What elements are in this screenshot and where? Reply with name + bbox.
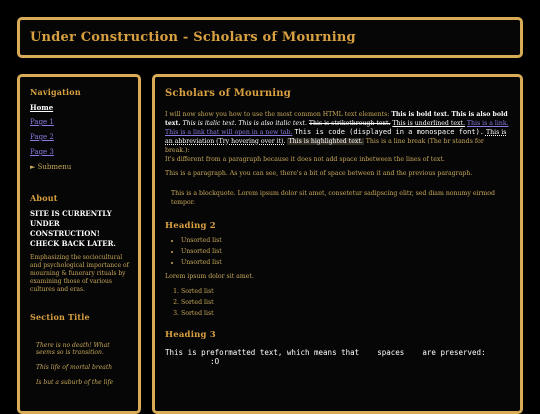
- triangle-right-icon: ►: [30, 163, 36, 171]
- lorem-text: Lorem ipsum dolor sit amet.: [165, 273, 254, 280]
- sorted-list: [165, 286, 510, 319]
- intro-paragraph: [165, 110, 510, 164]
- nav-page-1[interactable]: Page 1: [30, 118, 54, 126]
- list-item: 2. Sorted list: [181, 297, 510, 308]
- highlighted-text: This is highlighted text.: [288, 138, 363, 145]
- after-break-text: It's different from a paragraph because it does not add space inbetween the lines of text.: [165, 156, 445, 163]
- nav-heading: Navigation: [30, 87, 81, 97]
- main-content: [152, 74, 523, 414]
- underline-text: This is underlined text.: [392, 120, 465, 127]
- list-item: 3. Sorted list: [181, 308, 510, 319]
- submenu-toggle[interactable]: [30, 163, 130, 171]
- bold-text: This is bold text. This is also bold text.: [165, 111, 508, 127]
- nav-page-3[interactable]: Page 3: [30, 148, 54, 156]
- list-item: 1. Sorted list: [181, 286, 510, 297]
- italic-text: This is italic text. This is also italic text.: [182, 120, 307, 127]
- section-block: [30, 312, 130, 386]
- paragraph: This is a paragraph. As you can see, there's a bit of space between it and the previous paragraph.: [165, 170, 473, 177]
- list-item: • Unsorted list: [181, 246, 510, 257]
- site-title: Under Construction - Scholars of Mourning: [30, 30, 356, 45]
- linebreak-text: This is a line break (The br stands for break.):: [165, 138, 484, 154]
- poem-line: This life of mortal breath: [36, 364, 113, 371]
- code-text: This is code (displayed in a monospace font).: [294, 128, 485, 136]
- abbreviation[interactable]: This is an abbreviation (Try hovering over it).: [165, 129, 507, 145]
- list-item: • Unsorted list: [181, 235, 510, 246]
- unsorted-list: [165, 235, 510, 268]
- navigation: [30, 103, 130, 171]
- heading-3: Heading 3: [165, 330, 216, 340]
- about-heading: About: [30, 193, 58, 203]
- strike-text: This is strikethrough text.: [308, 120, 391, 127]
- sidebar: [17, 74, 141, 414]
- poem-line: There is no death! What seems so is transition.: [36, 342, 110, 356]
- link[interactable]: This is a link.: [466, 120, 509, 127]
- new-tab-link[interactable]: This is a link that will open in a new tab.: [165, 129, 293, 136]
- intro-text: I will now show you how to use the most common HTML text elements:: [165, 111, 390, 118]
- header-box: [17, 17, 523, 58]
- page-title: Scholars of Mourning: [165, 88, 291, 99]
- submenu-label: Submenu: [37, 163, 72, 171]
- about-text: Emphasizing the sociocultural and psychological importance of mourning & funerary rituals by examining those of various cultures and eras.: [30, 254, 129, 293]
- nav-page-2[interactable]: Page 2: [30, 133, 54, 141]
- construction-alert: SITE IS CURRENTLY UNDER CONSTRUCTION! CHECK BACK LATER.: [30, 209, 116, 248]
- nav-home[interactable]: Home: [30, 103, 54, 112]
- list-item: • Unsorted list: [181, 257, 510, 268]
- poem-line: Is but a suburb of the life: [36, 379, 114, 386]
- preformatted-text: This is preformatted text, which means that spaces are preserved: :O: [165, 348, 486, 366]
- heading-2: Heading 2: [165, 221, 216, 231]
- section-heading: Section Title: [30, 312, 90, 322]
- blockquote: This is a blockquote. Lorem ipsum dolor sit amet, consetetur sadipscing elitr, sed diam nonumy eirmod tempor.: [171, 190, 495, 206]
- about-section: [30, 193, 130, 294]
